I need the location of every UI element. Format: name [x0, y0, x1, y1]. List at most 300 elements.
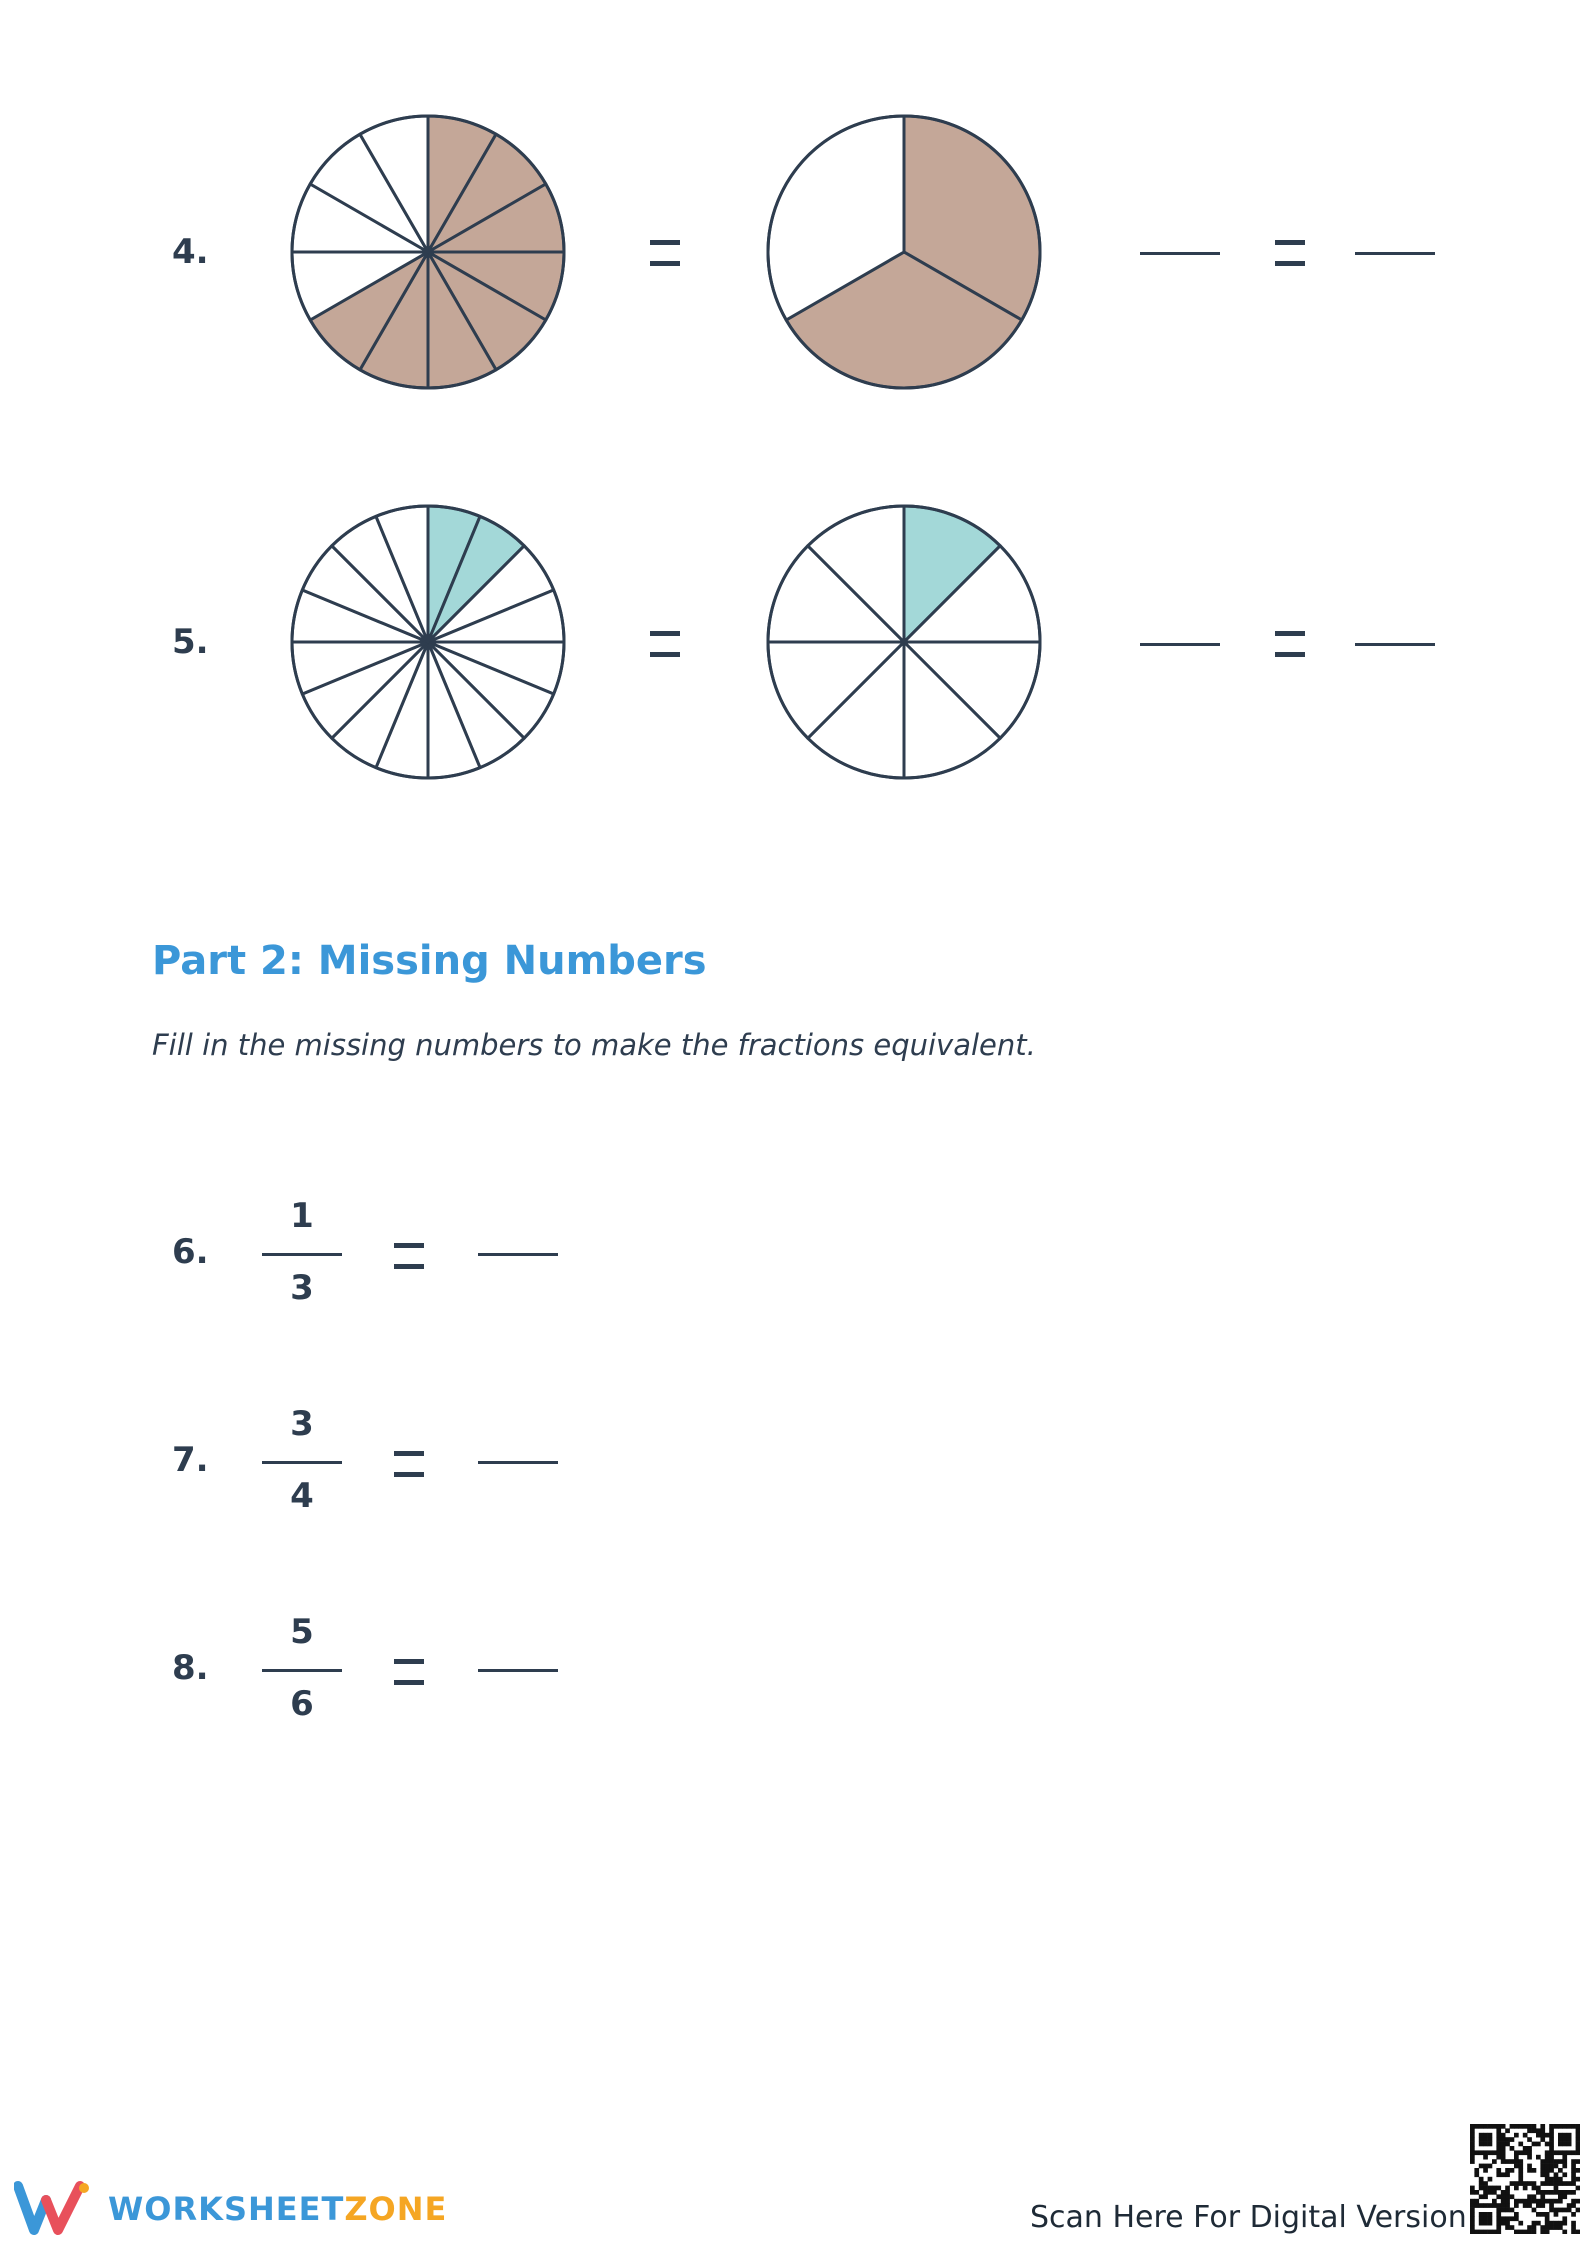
qr-module [1545, 2155, 1550, 2160]
fraction-circle-left [288, 502, 568, 782]
equals-sign [1275, 240, 1305, 266]
qr-module [1501, 2159, 1506, 2164]
qr-module [1523, 2146, 1528, 2151]
qr-module [1567, 2142, 1572, 2147]
qr-module [1479, 2164, 1484, 2169]
qr-module [1576, 2137, 1580, 2142]
qr-module [1505, 2172, 1510, 2177]
problem-number: 4. [172, 232, 209, 272]
qr-module [1545, 2225, 1550, 2230]
qr-module [1571, 2124, 1576, 2129]
qr-module [1496, 2133, 1501, 2138]
qr-module [1558, 2168, 1563, 2173]
qr-module [1558, 2194, 1563, 2199]
qr-module [1496, 2194, 1501, 2199]
qr-module [1532, 2208, 1537, 2213]
qr-module [1549, 2159, 1554, 2164]
fraction-bar [262, 1253, 342, 1256]
qr-module [1558, 2199, 1563, 2204]
equals-sign [650, 631, 680, 657]
qr-module [1549, 2164, 1554, 2169]
qr-module [1488, 2212, 1493, 2217]
equals-sign [1275, 631, 1305, 657]
qr-module [1540, 2199, 1545, 2204]
qr-module [1527, 2181, 1532, 2186]
qr-module [1558, 2142, 1563, 2147]
qr-module [1488, 2216, 1493, 2221]
qr-module [1496, 2208, 1501, 2213]
qr-module [1492, 2230, 1497, 2234]
fraction-numerator: 1 [290, 1196, 314, 1236]
qr-module [1510, 2194, 1515, 2199]
qr-module [1527, 2150, 1532, 2155]
qr-module [1545, 2172, 1550, 2177]
qr-module [1576, 2208, 1580, 2213]
qr-module [1540, 2203, 1545, 2208]
qr-module [1496, 2212, 1501, 2217]
qr-module [1562, 2124, 1567, 2129]
qr-module [1549, 2150, 1554, 2155]
qr-module [1523, 2150, 1528, 2155]
qr-module [1496, 2172, 1501, 2177]
qr-module [1470, 2212, 1475, 2217]
qr-module [1518, 2181, 1523, 2186]
qr-module [1470, 2186, 1475, 2191]
qr-module [1549, 2203, 1554, 2208]
qr-module [1492, 2203, 1497, 2208]
qr-module [1488, 2150, 1493, 2155]
qr-module [1470, 2230, 1475, 2234]
qr-module [1554, 2181, 1559, 2186]
qr-module [1518, 2221, 1523, 2226]
qr-module [1554, 2190, 1559, 2195]
qr-module [1474, 2190, 1479, 2195]
qr-module [1483, 2203, 1488, 2208]
qr-module [1514, 2181, 1519, 2186]
qr-module [1488, 2230, 1493, 2234]
qr-module [1510, 2137, 1515, 2142]
answer-blank-line[interactable] [478, 1253, 558, 1256]
qr-module [1488, 2133, 1493, 2138]
equals-sign [394, 1659, 424, 1685]
qr-module [1549, 2208, 1554, 2213]
qr-module [1545, 2168, 1550, 2173]
qr-module [1562, 2142, 1567, 2147]
qr-module [1474, 2203, 1479, 2208]
qr-module [1488, 2124, 1493, 2129]
qr-module [1545, 2181, 1550, 2186]
answer-blank-line[interactable] [478, 1461, 558, 1464]
qr-module [1501, 2150, 1506, 2155]
answer-blank-line[interactable] [1140, 643, 1220, 646]
qr-module [1527, 2194, 1532, 2199]
qr-module [1470, 2159, 1475, 2164]
qr-module [1571, 2190, 1576, 2195]
qr-module [1488, 2164, 1493, 2169]
qr-module [1576, 2159, 1580, 2164]
qr-module [1523, 2181, 1528, 2186]
qr-module [1474, 2124, 1479, 2129]
qr-module [1479, 2230, 1484, 2234]
qr-module [1536, 2133, 1541, 2138]
qr-module [1536, 2203, 1541, 2208]
brand-name-part1: WORKSHEET [108, 2190, 345, 2228]
qr-module [1514, 2212, 1519, 2217]
qr-module [1483, 2194, 1488, 2199]
qr-module [1540, 2212, 1545, 2217]
qr-module [1554, 2164, 1559, 2169]
qr-module [1483, 2168, 1488, 2173]
qr-module [1571, 2177, 1576, 2182]
qr-module [1505, 2225, 1510, 2230]
qr-module [1501, 2203, 1506, 2208]
qr-module [1501, 2199, 1506, 2204]
qr-module [1505, 2221, 1510, 2226]
qr-module [1567, 2203, 1572, 2208]
qr-module [1479, 2203, 1484, 2208]
qr-module [1505, 2208, 1510, 2213]
qr-module [1470, 2216, 1475, 2221]
qr-module [1562, 2190, 1567, 2195]
qr-module [1536, 2186, 1541, 2191]
qr-module [1554, 2225, 1559, 2230]
qr-module [1549, 2181, 1554, 2186]
qr-module [1496, 2146, 1501, 2151]
qr-module [1554, 2199, 1559, 2204]
qr-module [1540, 2172, 1545, 2177]
qr-module [1470, 2124, 1475, 2129]
qr-module [1536, 2155, 1541, 2160]
qr-module [1510, 2181, 1515, 2186]
qr-module [1483, 2212, 1488, 2217]
qr-code-icon[interactable] [1470, 2124, 1580, 2234]
qr-module [1501, 2216, 1506, 2221]
qr-module [1470, 2146, 1475, 2151]
qr-module [1470, 2190, 1475, 2195]
qr-module [1576, 2146, 1580, 2151]
qr-module [1558, 2150, 1563, 2155]
qr-module [1496, 2203, 1501, 2208]
qr-module [1576, 2199, 1580, 2204]
qr-module [1479, 2150, 1484, 2155]
qr-module [1549, 2199, 1554, 2204]
qr-module [1510, 2216, 1515, 2221]
qr-module [1554, 2124, 1559, 2129]
qr-module [1558, 2177, 1563, 2182]
problem-number: 6. [172, 1232, 209, 1272]
qr-module [1470, 2128, 1475, 2133]
fraction-circle-right [764, 112, 1044, 392]
qr-module [1474, 2150, 1479, 2155]
qr-module [1540, 2124, 1545, 2129]
qr-module [1540, 2225, 1545, 2230]
qr-module [1562, 2150, 1567, 2155]
section-title: Part 2: Missing Numbers [152, 938, 707, 984]
qr-module [1554, 2150, 1559, 2155]
qr-module [1532, 2124, 1537, 2129]
qr-module [1532, 2199, 1537, 2204]
qr-module [1496, 2168, 1501, 2173]
qr-module [1576, 2230, 1580, 2234]
qr-module [1479, 2212, 1484, 2217]
qr-module [1571, 2230, 1576, 2234]
qr-module [1558, 2159, 1563, 2164]
qr-module [1549, 2155, 1554, 2160]
qr-module [1470, 2208, 1475, 2213]
qr-module [1470, 2150, 1475, 2155]
qr-module [1545, 2159, 1550, 2164]
qr-module [1518, 2159, 1523, 2164]
fraction-circle-left [288, 112, 568, 392]
qr-module [1540, 2128, 1545, 2133]
qr-module [1479, 2194, 1484, 2199]
qr-module [1496, 2221, 1501, 2226]
qr-module [1505, 2137, 1510, 2142]
qr-module [1567, 2137, 1572, 2142]
qr-module [1562, 2216, 1567, 2221]
qr-module [1514, 2133, 1519, 2138]
qr-module [1479, 2221, 1484, 2226]
qr-module [1505, 2194, 1510, 2199]
fraction-numerator: 5 [290, 1612, 314, 1652]
qr-module [1549, 2168, 1554, 2173]
qr-module [1540, 2133, 1545, 2138]
qr-module [1549, 2221, 1554, 2226]
qr-module [1545, 2133, 1550, 2138]
qr-module [1549, 2133, 1554, 2138]
qr-module [1545, 2221, 1550, 2226]
qr-module [1549, 2142, 1554, 2147]
qr-module [1483, 2230, 1488, 2234]
qr-module [1576, 2142, 1580, 2147]
qr-module [1571, 2159, 1576, 2164]
equals-sign [394, 1451, 424, 1477]
qr-module [1510, 2225, 1515, 2230]
qr-module [1558, 2181, 1563, 2186]
qr-module [1571, 2225, 1576, 2230]
qr-module [1501, 2194, 1506, 2199]
qr-module [1496, 2186, 1501, 2191]
qr-module [1496, 2225, 1501, 2230]
qr-module [1545, 2150, 1550, 2155]
qr-module [1540, 2230, 1545, 2234]
qr-module [1545, 2212, 1550, 2217]
qr-module [1492, 2150, 1497, 2155]
qr-module [1514, 2203, 1519, 2208]
qr-module [1562, 2159, 1567, 2164]
qr-module [1545, 2216, 1550, 2221]
qr-module [1518, 2168, 1523, 2173]
qr-module [1518, 2177, 1523, 2182]
fraction-bar [262, 1461, 342, 1464]
qr-module [1514, 2230, 1519, 2234]
qr-module [1571, 2203, 1576, 2208]
qr-module [1510, 2168, 1515, 2173]
qr-module [1576, 2150, 1580, 2155]
answer-blank-line[interactable] [1355, 252, 1435, 255]
qr-module [1479, 2181, 1484, 2186]
qr-module [1510, 2124, 1515, 2129]
qr-module [1562, 2137, 1567, 2142]
qr-module [1567, 2181, 1572, 2186]
qr-module [1514, 2216, 1519, 2221]
qr-module [1562, 2221, 1567, 2226]
qr-module [1571, 2164, 1576, 2169]
qr-module [1474, 2168, 1479, 2173]
qr-module [1501, 2190, 1506, 2195]
qr-module [1527, 2155, 1532, 2160]
problem-number: 5. [172, 622, 209, 662]
answer-blank-line[interactable] [1140, 252, 1220, 255]
qr-module [1554, 2186, 1559, 2191]
qr-module [1523, 2186, 1528, 2191]
answer-blank-line[interactable] [478, 1669, 558, 1672]
qr-module [1518, 2199, 1523, 2204]
qr-module [1567, 2124, 1572, 2129]
worksheetzone-logo-icon [14, 2180, 94, 2236]
qr-module [1496, 2137, 1501, 2142]
qr-module [1479, 2124, 1484, 2129]
qr-module [1527, 2128, 1532, 2133]
qr-module [1496, 2150, 1501, 2155]
qr-module [1567, 2150, 1572, 2155]
qr-module [1567, 2133, 1572, 2138]
qr-module [1567, 2208, 1572, 2213]
qr-module [1483, 2190, 1488, 2195]
qr-module [1549, 2177, 1554, 2182]
qr-module [1483, 2164, 1488, 2169]
qr-module [1527, 2168, 1532, 2173]
qr-module [1483, 2133, 1488, 2138]
fraction-circle-right [764, 502, 1044, 782]
qr-module [1514, 2124, 1519, 2129]
qr-module [1488, 2142, 1493, 2147]
qr-module [1576, 2128, 1580, 2133]
qr-module [1532, 2186, 1537, 2191]
qr-module [1470, 2221, 1475, 2226]
fraction-numerator: 3 [290, 1404, 314, 1444]
qr-module [1554, 2159, 1559, 2164]
qr-module [1576, 2133, 1580, 2138]
qr-module [1576, 2168, 1580, 2173]
qr-module [1483, 2216, 1488, 2221]
qr-module [1483, 2137, 1488, 2142]
qr-module [1549, 2146, 1554, 2151]
qr-module [1488, 2221, 1493, 2226]
qr-module [1479, 2177, 1484, 2182]
qr-module [1479, 2137, 1484, 2142]
qr-module [1545, 2199, 1550, 2204]
qr-module [1483, 2186, 1488, 2191]
qr-module [1492, 2186, 1497, 2191]
qr-module [1554, 2221, 1559, 2226]
qr-module [1558, 2124, 1563, 2129]
answer-blank-line[interactable] [1355, 643, 1435, 646]
qr-module [1540, 2159, 1545, 2164]
qr-module [1532, 2168, 1537, 2173]
qr-module [1523, 2133, 1528, 2138]
qr-module [1532, 2221, 1537, 2226]
qr-module [1523, 2203, 1528, 2208]
qr-module [1501, 2133, 1506, 2138]
brand-name [108, 2190, 447, 2228]
qr-module [1518, 2230, 1523, 2234]
qr-module [1505, 2159, 1510, 2164]
qr-module [1518, 2142, 1523, 2147]
qr-module [1501, 2146, 1506, 2151]
qr-module [1492, 2199, 1497, 2204]
qr-module [1479, 2186, 1484, 2191]
qr-module [1540, 2194, 1545, 2199]
qr-module [1483, 2221, 1488, 2226]
qr-module [1514, 2150, 1519, 2155]
qr-module [1470, 2142, 1475, 2147]
qr-module [1532, 2181, 1537, 2186]
qr-module [1536, 2221, 1541, 2226]
qr-module [1518, 2124, 1523, 2129]
qr-module [1558, 2190, 1563, 2195]
qr-module [1470, 2137, 1475, 2142]
qr-module [1488, 2186, 1493, 2191]
qr-module [1514, 2159, 1519, 2164]
qr-module [1505, 2186, 1510, 2191]
qr-module [1549, 2190, 1554, 2195]
qr-module [1532, 2230, 1537, 2234]
qr-module [1545, 2177, 1550, 2182]
qr-module [1483, 2150, 1488, 2155]
qr-module [1523, 2124, 1528, 2129]
qr-module [1501, 2155, 1506, 2160]
problem-number: 8. [172, 1648, 209, 1688]
qr-module [1505, 2203, 1510, 2208]
qr-module [1488, 2177, 1493, 2182]
scan-instructions: Scan Here For Digital Version [1030, 2200, 1467, 2235]
qr-module [1545, 2190, 1550, 2195]
qr-module [1527, 2146, 1532, 2151]
qr-module [1571, 2150, 1576, 2155]
qr-module [1562, 2208, 1567, 2213]
equals-sign [394, 1243, 424, 1269]
qr-module [1514, 2186, 1519, 2191]
qr-module [1470, 2199, 1475, 2204]
qr-module [1470, 2155, 1475, 2160]
qr-module [1540, 2137, 1545, 2142]
qr-module [1558, 2221, 1563, 2226]
qr-module [1518, 2150, 1523, 2155]
qr-module [1501, 2142, 1506, 2147]
qr-module [1510, 2146, 1515, 2151]
qr-module [1505, 2199, 1510, 2204]
qr-module [1562, 2181, 1567, 2186]
equals-sign [650, 240, 680, 266]
qr-module [1501, 2137, 1506, 2142]
qr-module [1527, 2225, 1532, 2230]
qr-module [1576, 2177, 1580, 2182]
fraction-denominator: 6 [290, 1684, 314, 1724]
qr-module [1567, 2190, 1572, 2195]
qr-module [1501, 2221, 1506, 2226]
qr-module [1536, 2190, 1541, 2195]
qr-module [1540, 2168, 1545, 2173]
qr-module [1540, 2164, 1545, 2169]
qr-module [1496, 2124, 1501, 2129]
qr-module [1562, 2194, 1567, 2199]
qr-module [1571, 2199, 1576, 2204]
qr-module [1576, 2124, 1580, 2129]
qr-module [1540, 2181, 1545, 2186]
qr-module [1479, 2142, 1484, 2147]
qr-module [1549, 2137, 1554, 2142]
